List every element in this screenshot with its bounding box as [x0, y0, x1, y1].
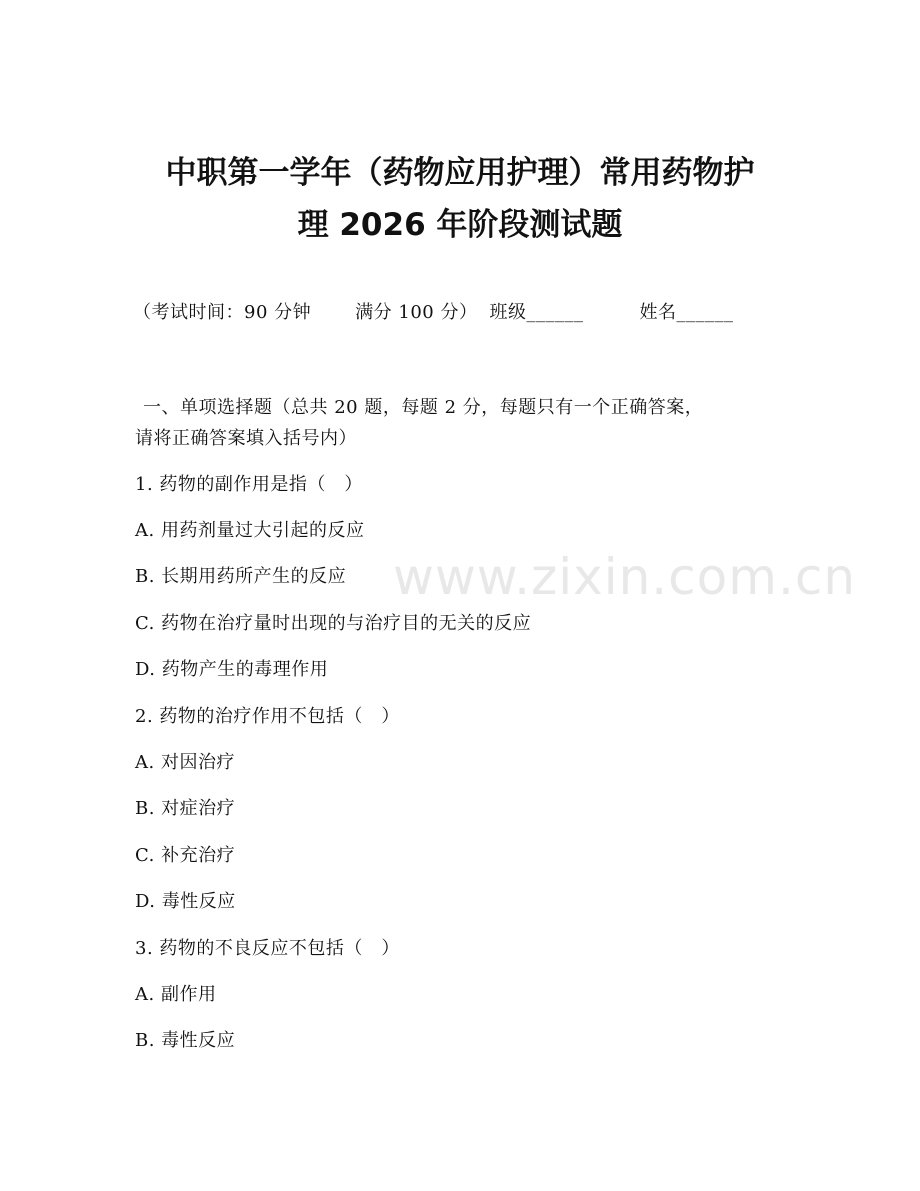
section-heading-line-1: 一、单项选择题（总共 20 题，每题 2 分，每题只有一个正确答案，: [143, 397, 704, 418]
exam-title-line-1: 中职第一学年（药物应用护理）常用药物护: [165, 155, 755, 191]
question-3-stem: 3. 药物的不良反应不包括（ ）: [135, 938, 400, 959]
question-1-option-b: B. 长期用药所产生的反应: [135, 566, 347, 587]
question-1-stem: 1. 药物的副作用是指（ ）: [135, 474, 363, 495]
question-1-option-a: A. 用药剂量过大引起的反应: [135, 520, 365, 541]
question-3-option-b: B. 毒性反应: [135, 1030, 236, 1051]
site-watermark: www.zixin.com.cn: [393, 548, 857, 606]
question-2-option-c: C. 补充治疗: [135, 845, 236, 866]
exam-time: （考试时间：90 分钟: [133, 302, 312, 323]
question-2-option-a: A. 对因治疗: [135, 752, 235, 773]
question-3-option-a: A. 副作用: [135, 984, 217, 1005]
question-2-option-b: B. 对症治疗: [135, 798, 236, 819]
exam-full-score: 满分 100 分）: [355, 302, 478, 323]
exam-title-line-2: 理 2026 年阶段测试题: [297, 207, 623, 243]
exam-meta: [133, 302, 733, 325]
question-2-option-d: D. 毒性反应: [135, 891, 236, 912]
question-1-option-d: D. 药物产生的毒理作用: [135, 659, 329, 680]
name-field: 姓名______: [639, 302, 734, 323]
question-2-stem: 2. 药物的治疗作用不包括（ ）: [135, 706, 400, 727]
class-field: 班级______: [489, 302, 584, 323]
section-heading-line-2: 请将正确答案填入括号内）: [135, 428, 357, 449]
question-1-option-c: C. 药物在治疗量时出现的与治疗目的无关的反应: [135, 613, 532, 634]
